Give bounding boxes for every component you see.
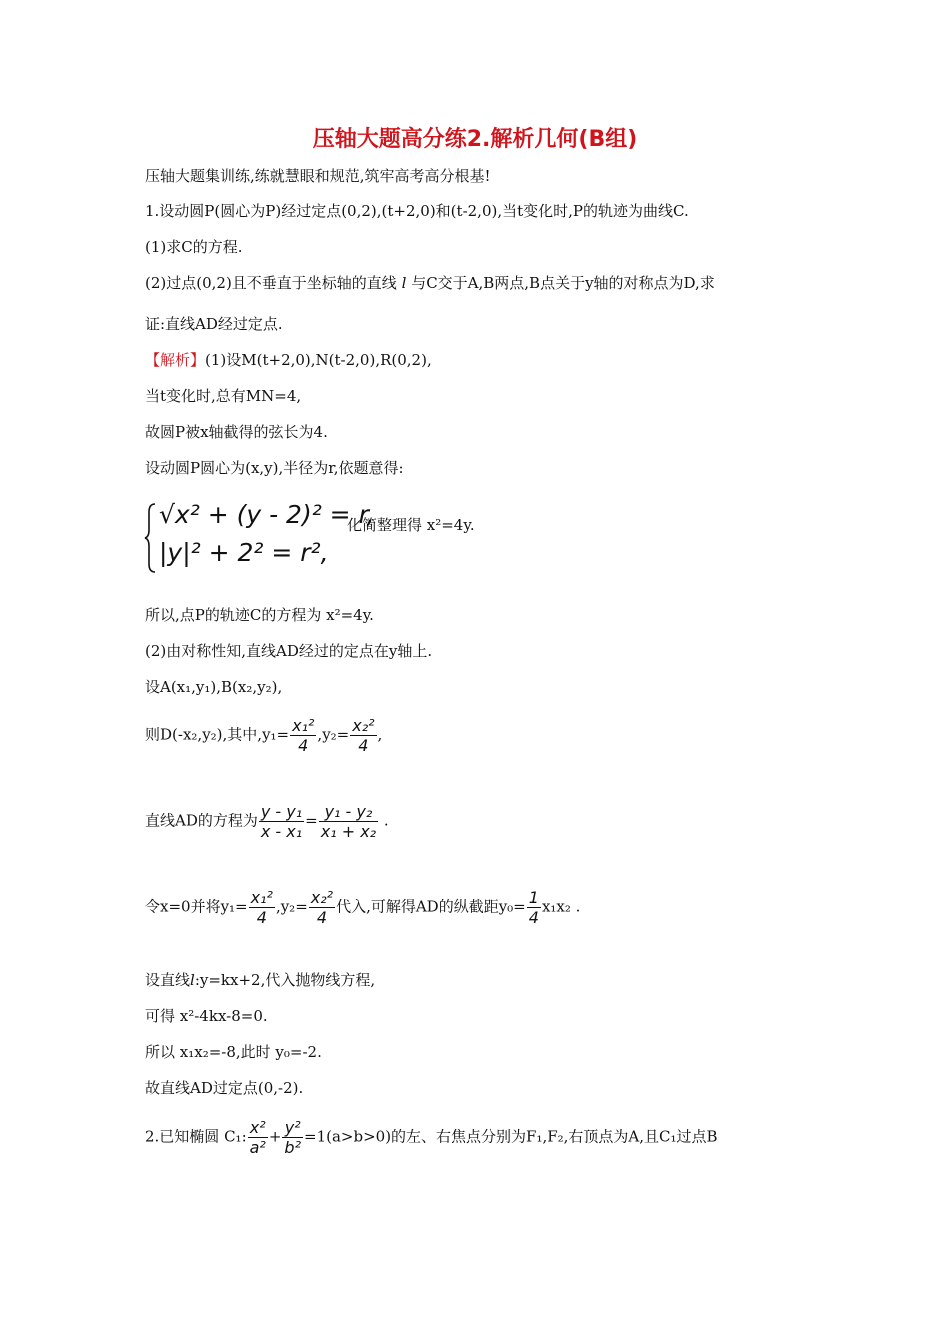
- fraction-numerator: x₂²: [310, 888, 334, 907]
- fraction-numerator: y₁ - y₂: [319, 802, 378, 822]
- solution-s2: 当t变化时,总有MN=4,: [145, 387, 302, 405]
- fraction-y1: [290, 716, 316, 755]
- s10-b: ,y₂=: [275, 897, 308, 916]
- document-title: 压轴大题高分练2.解析几何(B组): [312, 127, 638, 152]
- s9-eq: =: [305, 811, 318, 830]
- q1-part2-b: 与C交于A,B两点,B点关于y轴的对称点为D,求: [411, 274, 715, 292]
- s11-b: :y=kx+2,代入抛物线方程,: [194, 971, 376, 989]
- s10-d: x₁x₂ .: [541, 897, 581, 916]
- system-simplify-note: 化简整理得 x²=4y.: [347, 516, 475, 534]
- fraction-numerator: y - y₁: [260, 802, 303, 821]
- q2-b: =1(a>b>0)的左、右焦点分别为F₁,F₂,右顶点为A,且C₁过点B: [304, 1127, 718, 1146]
- fraction-numerator: y²: [282, 1118, 303, 1138]
- solution-s7: 设A(x₁,y₁),B(x₂,y₂),: [145, 678, 283, 696]
- line-l-symbol: l: [190, 971, 195, 989]
- s11-a: 设直线: [145, 971, 191, 989]
- s8-b: ,y₂=: [317, 725, 350, 744]
- solution-s5: 所以,点P的轨迹C的方程为 x²=4y.: [145, 606, 374, 624]
- solution-s9: [145, 802, 389, 841]
- q1-stem: 1.设动圆P(圆心为P)经过定点(0,2),(t+2,0)和(t-2,0),当t变化时,P的轨迹为曲线C.: [145, 202, 689, 220]
- fraction-numerator: x₁²: [292, 716, 315, 735]
- solution-s4: 设动圆P圆心为(x,y),半径为r,依题意得:: [145, 459, 404, 477]
- fraction-denominator: 4: [528, 908, 539, 927]
- fraction-y1: [249, 888, 275, 927]
- fraction-denominator: 4: [298, 736, 309, 755]
- s8-c: ,: [377, 725, 383, 744]
- q2-stem: [145, 1118, 718, 1157]
- fraction-numerator: x²: [248, 1118, 268, 1138]
- fraction-denominator: 4: [256, 908, 267, 927]
- fraction-denominator: 4: [316, 908, 327, 927]
- solution-s12: 可得 x²-4kx-8=0.: [145, 1007, 268, 1025]
- s10-c: 代入,可解得AD的纵截距y₀=: [336, 897, 526, 916]
- q2-plus: +: [268, 1127, 282, 1146]
- fraction-denominator: x - x₁: [260, 822, 303, 841]
- s9-end: .: [383, 811, 389, 830]
- q1-part2-a: (2)过点(0,2)且不垂直于坐标轴的直线: [145, 274, 397, 292]
- system-line-2: |y|² + 2² = r²,: [159, 538, 329, 567]
- fraction-ad-left: [259, 802, 304, 841]
- solution-s6: (2)由对称性知,直线AD经过的定点在y轴上.: [145, 642, 433, 660]
- left-brace: [145, 502, 157, 574]
- q1-part1: (1)求C的方程.: [145, 238, 243, 256]
- q2-a: 2.已知椭圆 C₁:: [145, 1127, 247, 1146]
- solution-s3: 故圆P被x轴截得的弦长为4.: [145, 423, 328, 441]
- fraction-denominator: 4: [358, 736, 369, 755]
- solution-s8: [145, 716, 382, 755]
- s10-a: 令x=0并将y₁=: [145, 897, 248, 916]
- fraction-y-over-b: [282, 1118, 303, 1157]
- s8-a: 则D(-x₂,y₂),其中,y₁=: [145, 725, 290, 744]
- fraction-numerator: 1: [528, 888, 539, 907]
- fraction-y2: [350, 716, 376, 755]
- solution-s1: (1)设M(t+2,0),N(t-2,0),R(0,2),: [205, 351, 432, 369]
- fraction-x-over-a: [248, 1118, 268, 1157]
- fraction-y2: [309, 888, 335, 927]
- solution-s10: [145, 888, 580, 927]
- solution-s11: [145, 969, 375, 990]
- q1-part2-cont: 证:直线AD经过定点.: [145, 315, 283, 333]
- solution-s13: 所以 x₁x₂=-8,此时 y₀=-2.: [145, 1043, 322, 1061]
- fraction-denominator: a²: [249, 1138, 266, 1157]
- fraction-ad-right: [319, 802, 378, 841]
- solution-tag: 【解析】: [145, 351, 206, 369]
- system-line-1: √x² + (y - 2)² = r,: [159, 500, 375, 529]
- solution-s14: 故直线AD过定点(0,-2).: [145, 1079, 304, 1097]
- solution-line-1: [145, 349, 432, 370]
- fraction-one-quarter: [527, 888, 541, 927]
- q1-part2: [145, 272, 715, 293]
- fraction-numerator: x₁²: [250, 888, 273, 907]
- intro-text: 压轴大题集训练,练就慧眼和规范,筑牢高考高分根基!: [145, 167, 491, 185]
- line-l-symbol: l: [401, 274, 407, 292]
- s9-a: 直线AD的方程为: [145, 811, 258, 830]
- fraction-denominator: b²: [284, 1138, 301, 1157]
- fraction-denominator: x₁ + x₂: [320, 822, 377, 841]
- fraction-numerator: x₂²: [352, 716, 375, 735]
